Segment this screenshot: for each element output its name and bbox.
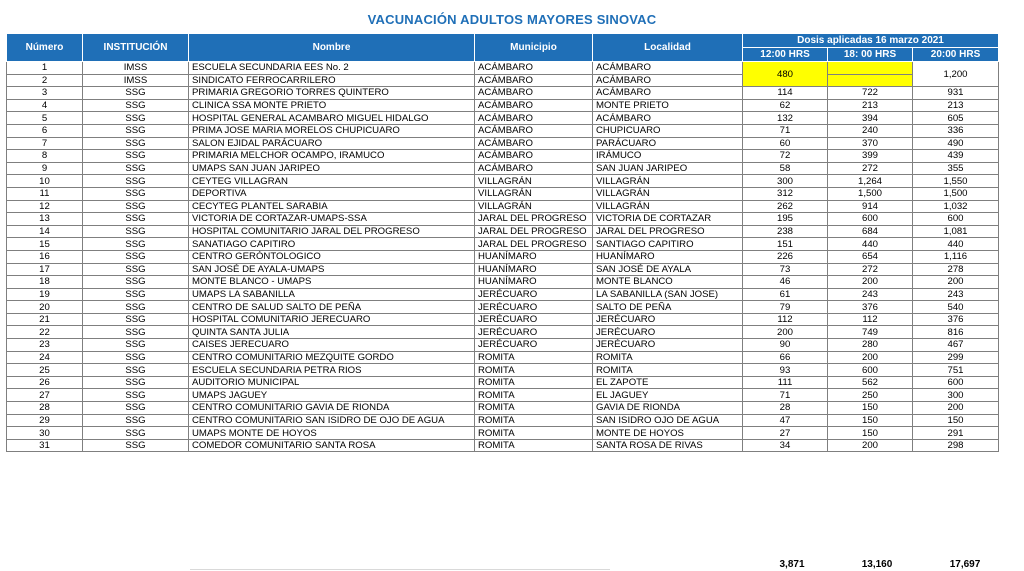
cell-numero: 5 xyxy=(7,112,83,125)
cell-nombre: CEYTEG VILLAGRAN xyxy=(189,175,475,188)
total-18hrs: 13,160 xyxy=(861,559,893,570)
cell-municipio: ACÁMBARO xyxy=(475,162,593,175)
header-nombre: Nombre xyxy=(189,34,475,62)
table-row xyxy=(7,414,999,427)
cell-12hrs: 46 xyxy=(743,276,828,289)
cell-numero: 25 xyxy=(7,364,83,377)
table-row xyxy=(7,99,999,112)
cell-numero: 4 xyxy=(7,99,83,112)
table-row xyxy=(7,200,999,213)
table-row xyxy=(7,162,999,175)
table-row xyxy=(7,225,999,238)
cell-localidad: VILLAGRÁN xyxy=(593,200,743,213)
cell-institucion: SSG xyxy=(83,414,189,427)
cell-municipio: ROMITA xyxy=(475,389,593,402)
total-20hrs: 17,697 xyxy=(949,559,981,570)
cell-localidad: VICTORIA DE CORTAZAR xyxy=(593,213,743,226)
cell-institucion: SSG xyxy=(83,250,189,263)
cell-20hrs: 751 xyxy=(913,364,999,377)
cell-20hrs: 355 xyxy=(913,162,999,175)
cell-municipio: JERÉCUARO xyxy=(475,313,593,326)
cell-18hrs: 440 xyxy=(828,238,913,251)
cell-nombre: ESCUELA SECUNDARIA EES No. 2 xyxy=(189,62,475,75)
cell-20hrs: 605 xyxy=(913,112,999,125)
table-row xyxy=(7,87,999,100)
cell-numero: 16 xyxy=(7,250,83,263)
cell-18hrs: 600 xyxy=(828,213,913,226)
cell-institucion: SSG xyxy=(83,124,189,137)
cell-municipio: ROMITA xyxy=(475,364,593,377)
cell-municipio: ACÁMBARO xyxy=(475,74,593,87)
cell-20hrs: 300 xyxy=(913,389,999,402)
cell-nombre: CENTRO COMUNITARIO SAN ISIDRO DE OJO DE AGUA xyxy=(189,414,475,427)
cell-institucion: SSG xyxy=(83,263,189,276)
cell-municipio: ACÁMBARO xyxy=(475,62,593,75)
cell-numero: 14 xyxy=(7,225,83,238)
cell-18hrs: 370 xyxy=(828,137,913,150)
cell-numero: 29 xyxy=(7,414,83,427)
table-row xyxy=(7,137,999,150)
cell-20hrs: 213 xyxy=(913,99,999,112)
cell-nombre: ESCUELA SECUNDARIA PETRA RIOS xyxy=(189,364,475,377)
cell-numero: 6 xyxy=(7,124,83,137)
cell-12hrs: 71 xyxy=(743,389,828,402)
cell-nombre: UMAPS LA SABANILLA xyxy=(189,288,475,301)
table-row xyxy=(7,187,999,200)
cell-20hrs: 200 xyxy=(913,276,999,289)
cell-institucion: SSG xyxy=(83,276,189,289)
cell-localidad: SANTA ROSA DE RIVAS xyxy=(593,439,743,452)
cell-municipio: JARAL DEL PROGRESO xyxy=(475,238,593,251)
cell-localidad: ACÁMBARO xyxy=(593,74,743,87)
header-row-1 xyxy=(7,34,999,48)
cell-numero: 18 xyxy=(7,276,83,289)
cell-institucion: IMSS xyxy=(83,62,189,75)
cell-12hrs: 58 xyxy=(743,162,828,175)
table-row xyxy=(7,124,999,137)
cell-nombre: HOSPITAL COMUNITARIO JARAL DEL PROGRESO xyxy=(189,225,475,238)
vaccination-table xyxy=(6,33,999,452)
cell-18hrs: 749 xyxy=(828,326,913,339)
cell-institucion: SSG xyxy=(83,112,189,125)
cell-12hrs: 71 xyxy=(743,124,828,137)
cell-18hrs: 654 xyxy=(828,250,913,263)
cell-numero: 9 xyxy=(7,162,83,175)
cell-institucion: SSG xyxy=(83,326,189,339)
cell-numero: 3 xyxy=(7,87,83,100)
cell-numero: 31 xyxy=(7,439,83,452)
cell-numero: 30 xyxy=(7,427,83,440)
cell-18hrs: 200 xyxy=(828,276,913,289)
cell-nombre: DEPORTIVA xyxy=(189,187,475,200)
cell-localidad: VILLAGRÁN xyxy=(593,175,743,188)
cell-nombre: HOSPITAL COMUNITARIO JERECUARO xyxy=(189,313,475,326)
table-row xyxy=(7,439,999,452)
cell-municipio: ROMITA xyxy=(475,402,593,415)
cell-20hrs: 299 xyxy=(913,351,999,364)
cell-institucion: SSG xyxy=(83,301,189,314)
cell-nombre: AUDITORIO MUNICIPAL xyxy=(189,376,475,389)
cell-18hrs xyxy=(828,74,913,87)
cell-municipio: ROMITA xyxy=(475,427,593,440)
cell-municipio: JERÉCUARO xyxy=(475,326,593,339)
cell-nombre: UMAPS MONTE DE HOYOS xyxy=(189,427,475,440)
header-20hrs: 20:00 HRS xyxy=(913,48,999,62)
cell-numero: 13 xyxy=(7,213,83,226)
cell-18hrs: 280 xyxy=(828,339,913,352)
cell-20hrs: 376 xyxy=(913,313,999,326)
cell-institucion: SSG xyxy=(83,150,189,163)
cell-localidad: EL ZAPOTE xyxy=(593,376,743,389)
cell-localidad: MONTE DE HOYOS xyxy=(593,427,743,440)
cell-18hrs: 150 xyxy=(828,427,913,440)
cell-20hrs: 490 xyxy=(913,137,999,150)
cell-nombre: CLINICA SSA MONTE PRIETO xyxy=(189,99,475,112)
cell-12hrs: 238 xyxy=(743,225,828,238)
cell-20hrs: 816 xyxy=(913,326,999,339)
header-localidad: Localidad xyxy=(593,34,743,62)
cell-municipio: HUANÍMARO xyxy=(475,276,593,289)
table-row xyxy=(7,288,999,301)
cell-18hrs: 150 xyxy=(828,402,913,415)
cell-institucion: SSG xyxy=(83,137,189,150)
cell-institucion: SSG xyxy=(83,427,189,440)
cell-18hrs: 1,500 xyxy=(828,187,913,200)
cell-20hrs: 467 xyxy=(913,339,999,352)
header-institucion: INSTITUCIÓN xyxy=(83,34,189,62)
cell-institucion: SSG xyxy=(83,313,189,326)
cell-20hrs: 298 xyxy=(913,439,999,452)
cell-numero: 21 xyxy=(7,313,83,326)
cell-institucion: SSG xyxy=(83,213,189,226)
table-row xyxy=(7,351,999,364)
table-row xyxy=(7,213,999,226)
header-dosis-group: Dosis aplicadas 16 marzo 2021 xyxy=(743,34,999,48)
cell-numero: 7 xyxy=(7,137,83,150)
cell-nombre: PRIMARIA MELCHOR OCAMPO, IRAMUCO xyxy=(189,150,475,163)
cell-18hrs: 1,264 xyxy=(828,175,913,188)
cell-municipio: ACÁMBARO xyxy=(475,87,593,100)
cell-18hrs: 243 xyxy=(828,288,913,301)
cell-municipio: ROMITA xyxy=(475,414,593,427)
cell-municipio: HUANÍMARO xyxy=(475,263,593,276)
cell-20hrs-merged: 1,200 xyxy=(913,62,999,87)
cell-municipio: VILLAGRÁN xyxy=(475,187,593,200)
cell-20hrs: 150 xyxy=(913,414,999,427)
cell-institucion: SSG xyxy=(83,364,189,377)
cell-20hrs: 600 xyxy=(913,376,999,389)
cell-12hrs: 312 xyxy=(743,187,828,200)
cell-numero: 26 xyxy=(7,376,83,389)
cell-numero: 2 xyxy=(7,74,83,87)
cell-municipio: ROMITA xyxy=(475,376,593,389)
cell-20hrs: 200 xyxy=(913,402,999,415)
cell-localidad: MONTE PRIETO xyxy=(593,99,743,112)
cell-localidad: SALTO DE PEÑA xyxy=(593,301,743,314)
cell-institucion: SSG xyxy=(83,339,189,352)
cell-municipio: ROMITA xyxy=(475,351,593,364)
cell-nombre: UMAPS SAN JUAN JARIPEO xyxy=(189,162,475,175)
cell-12hrs: 132 xyxy=(743,112,828,125)
cell-12hrs: 66 xyxy=(743,351,828,364)
cell-numero: 8 xyxy=(7,150,83,163)
cell-numero: 24 xyxy=(7,351,83,364)
cell-localidad: GAVIA DE RIONDA xyxy=(593,402,743,415)
cell-20hrs: 439 xyxy=(913,150,999,163)
cell-18hrs: 272 xyxy=(828,162,913,175)
cell-municipio: ACÁMBARO xyxy=(475,99,593,112)
cell-institucion: SSG xyxy=(83,99,189,112)
cell-institucion: SSG xyxy=(83,162,189,175)
cell-nombre: PRIMA JOSE MARIA MORELOS CHUPICUARO xyxy=(189,124,475,137)
table-row xyxy=(7,62,999,75)
cell-nombre: CENTRO COMUNITARIO GAVIA DE RIONDA xyxy=(189,402,475,415)
cell-nombre: SINDICATO FERROCARRILERO xyxy=(189,74,475,87)
cell-nombre: MONTE BLANCO - UMAPS xyxy=(189,276,475,289)
cell-18hrs xyxy=(828,62,913,75)
table-row xyxy=(7,313,999,326)
cell-18hrs: 376 xyxy=(828,301,913,314)
cell-nombre: VICTORIA DE CORTAZAR-UMAPS-SSA xyxy=(189,213,475,226)
cell-12hrs: 111 xyxy=(743,376,828,389)
cell-localidad: SAN ISIDRO OJO DE AGUA xyxy=(593,414,743,427)
cell-numero: 19 xyxy=(7,288,83,301)
cell-numero: 1 xyxy=(7,62,83,75)
cell-12hrs: 34 xyxy=(743,439,828,452)
cell-12hrs: 72 xyxy=(743,150,828,163)
cell-12hrs: 200 xyxy=(743,326,828,339)
table-row xyxy=(7,326,999,339)
cell-12hrs-merged: 480 xyxy=(743,62,828,87)
cell-institucion: SSG xyxy=(83,376,189,389)
cell-18hrs: 200 xyxy=(828,439,913,452)
sheet-title: VACUNACIÓN ADULTOS MAYORES SINOVAC xyxy=(367,12,657,27)
cell-12hrs: 60 xyxy=(743,137,828,150)
cell-institucion: IMSS xyxy=(83,74,189,87)
cell-20hrs: 1,500 xyxy=(913,187,999,200)
cell-localidad: SANTIAGO CAPITIRO xyxy=(593,238,743,251)
cell-localidad: ROMITA xyxy=(593,364,743,377)
cell-municipio: ROMITA xyxy=(475,439,593,452)
cell-12hrs: 112 xyxy=(743,313,828,326)
cell-numero: 23 xyxy=(7,339,83,352)
table-row xyxy=(7,263,999,276)
cell-nombre: PRIMARIA GREGORIO TORRES QUINTERO xyxy=(189,87,475,100)
cell-12hrs: 47 xyxy=(743,414,828,427)
cell-20hrs: 931 xyxy=(913,87,999,100)
header-18hrs: 18: 00 HRS xyxy=(828,48,913,62)
cell-numero: 15 xyxy=(7,238,83,251)
cell-numero: 10 xyxy=(7,175,83,188)
cell-20hrs: 440 xyxy=(913,238,999,251)
cell-institucion: SSG xyxy=(83,175,189,188)
cell-localidad: ACÁMBARO xyxy=(593,62,743,75)
cell-institucion: SSG xyxy=(83,238,189,251)
cell-18hrs: 914 xyxy=(828,200,913,213)
cell-numero: 12 xyxy=(7,200,83,213)
cell-institucion: SSG xyxy=(83,351,189,364)
cell-nombre: CAISES JERECUARO xyxy=(189,339,475,352)
cell-20hrs: 1,081 xyxy=(913,225,999,238)
cell-18hrs: 722 xyxy=(828,87,913,100)
table-row xyxy=(7,364,999,377)
cell-12hrs: 27 xyxy=(743,427,828,440)
cell-18hrs: 399 xyxy=(828,150,913,163)
cell-20hrs: 540 xyxy=(913,301,999,314)
table-row xyxy=(7,74,999,87)
cell-nombre: SALON EJIDAL PARÁCUARO xyxy=(189,137,475,150)
header-municipio: Municipio xyxy=(475,34,593,62)
cell-12hrs: 79 xyxy=(743,301,828,314)
cell-localidad: SAN JUAN JARIPEO xyxy=(593,162,743,175)
cell-12hrs: 300 xyxy=(743,175,828,188)
cell-18hrs: 272 xyxy=(828,263,913,276)
cell-municipio: ACÁMBARO xyxy=(475,150,593,163)
cell-18hrs: 562 xyxy=(828,376,913,389)
header-numero: Número xyxy=(7,34,83,62)
cell-institucion: SSG xyxy=(83,187,189,200)
cell-localidad: JERÉCUARO xyxy=(593,339,743,352)
total-12hrs: 3,871 xyxy=(779,559,805,570)
cell-localidad: MONTE BLANCO xyxy=(593,276,743,289)
cell-institucion: SSG xyxy=(83,288,189,301)
cell-nombre: CENTRO COMUNITARIO MEZQUITE GORDO xyxy=(189,351,475,364)
cell-municipio: JERÉCUARO xyxy=(475,339,593,352)
cell-numero: 27 xyxy=(7,389,83,402)
cell-12hrs: 61 xyxy=(743,288,828,301)
cell-nombre: QUINTA SANTA JULIA xyxy=(189,326,475,339)
cell-18hrs: 150 xyxy=(828,414,913,427)
cell-municipio: ACÁMBARO xyxy=(475,124,593,137)
cell-12hrs: 90 xyxy=(743,339,828,352)
cell-20hrs: 243 xyxy=(913,288,999,301)
cell-nombre: SANATIAGO CAPITIRO xyxy=(189,238,475,251)
totals-row xyxy=(0,559,1024,571)
table-row xyxy=(7,112,999,125)
cell-localidad: VILLAGRÁN xyxy=(593,187,743,200)
cell-nombre: HOSPITAL GENERAL ACAMBARO MIGUEL HIDALGO xyxy=(189,112,475,125)
cell-municipio: ACÁMBARO xyxy=(475,112,593,125)
cell-18hrs: 213 xyxy=(828,99,913,112)
cell-12hrs: 93 xyxy=(743,364,828,377)
cell-localidad: IRÁMUCO xyxy=(593,150,743,163)
cell-institucion: SSG xyxy=(83,389,189,402)
table-row xyxy=(7,402,999,415)
cell-12hrs: 73 xyxy=(743,263,828,276)
cell-numero: 17 xyxy=(7,263,83,276)
cell-localidad: EL JAGUEY xyxy=(593,389,743,402)
cell-18hrs: 200 xyxy=(828,351,913,364)
cell-municipio: VILLAGRÁN xyxy=(475,200,593,213)
cell-12hrs: 114 xyxy=(743,87,828,100)
table-row xyxy=(7,276,999,289)
cell-18hrs: 394 xyxy=(828,112,913,125)
cell-18hrs: 250 xyxy=(828,389,913,402)
cell-20hrs: 1,116 xyxy=(913,250,999,263)
cell-institucion: SSG xyxy=(83,87,189,100)
cell-localidad: JARAL DEL PROGRESO xyxy=(593,225,743,238)
cell-numero: 28 xyxy=(7,402,83,415)
table-row xyxy=(7,250,999,263)
cell-nombre: CENTRO DE SALUD SALTO DE PEÑA xyxy=(189,301,475,314)
cell-18hrs: 684 xyxy=(828,225,913,238)
header-12hrs: 12:00 HRS xyxy=(743,48,828,62)
cell-18hrs: 112 xyxy=(828,313,913,326)
cell-18hrs: 240 xyxy=(828,124,913,137)
table-row xyxy=(7,150,999,163)
cell-20hrs: 600 xyxy=(913,213,999,226)
cell-12hrs: 262 xyxy=(743,200,828,213)
cell-20hrs: 291 xyxy=(913,427,999,440)
cell-institucion: SSG xyxy=(83,439,189,452)
table-row xyxy=(7,175,999,188)
cell-nombre: SAN JOSÉ DE AYALA-UMAPS xyxy=(189,263,475,276)
cell-nombre: CENTRO GERÓNTOLOGICO xyxy=(189,250,475,263)
cell-numero: 11 xyxy=(7,187,83,200)
cell-localidad: SAN JOSÉ DE AYALA xyxy=(593,263,743,276)
cell-localidad: CHUPICUARO xyxy=(593,124,743,137)
cell-municipio: VILLAGRÁN xyxy=(475,175,593,188)
table-row xyxy=(7,427,999,440)
cell-numero: 20 xyxy=(7,301,83,314)
cell-12hrs: 151 xyxy=(743,238,828,251)
cell-localidad: ROMITA xyxy=(593,351,743,364)
table-row xyxy=(7,376,999,389)
table-row xyxy=(7,339,999,352)
cell-municipio: HUANÍMARO xyxy=(475,250,593,263)
table-body xyxy=(7,62,999,452)
cell-20hrs: 278 xyxy=(913,263,999,276)
cell-institucion: SSG xyxy=(83,200,189,213)
cell-12hrs: 62 xyxy=(743,99,828,112)
cell-institucion: SSG xyxy=(83,402,189,415)
cell-municipio: JERÉCUARO xyxy=(475,288,593,301)
cell-nombre: CECYTEG PLANTEL SARABIA xyxy=(189,200,475,213)
cell-numero: 22 xyxy=(7,326,83,339)
cell-localidad: PARÁCUARO xyxy=(593,137,743,150)
cell-12hrs: 195 xyxy=(743,213,828,226)
cell-12hrs: 226 xyxy=(743,250,828,263)
cell-localidad: ACÁMBARO xyxy=(593,87,743,100)
cell-nombre: UMAPS JAGUEY xyxy=(189,389,475,402)
cell-localidad: ACÁMBARO xyxy=(593,112,743,125)
cell-localidad: HUANÍMARO xyxy=(593,250,743,263)
cell-institucion: SSG xyxy=(83,225,189,238)
cell-12hrs: 28 xyxy=(743,402,828,415)
cell-municipio: JARAL DEL PROGRESO xyxy=(475,225,593,238)
cell-20hrs: 336 xyxy=(913,124,999,137)
cell-nombre: COMEDOR COMUNITARIO SANTA ROSA xyxy=(189,439,475,452)
cell-18hrs: 600 xyxy=(828,364,913,377)
cell-20hrs: 1,032 xyxy=(913,200,999,213)
cell-localidad: JERÉCUARO xyxy=(593,326,743,339)
cell-municipio: JERÉCUARO xyxy=(475,301,593,314)
table-row xyxy=(7,301,999,314)
table-row xyxy=(7,389,999,402)
cell-municipio: ACÁMBARO xyxy=(475,137,593,150)
cell-20hrs: 1,550 xyxy=(913,175,999,188)
cell-municipio: JARAL DEL PROGRESO xyxy=(475,213,593,226)
cell-localidad: LA SABANILLA (SAN JOSE) xyxy=(593,288,743,301)
table-row xyxy=(7,238,999,251)
cell-localidad: JERÉCUARO xyxy=(593,313,743,326)
